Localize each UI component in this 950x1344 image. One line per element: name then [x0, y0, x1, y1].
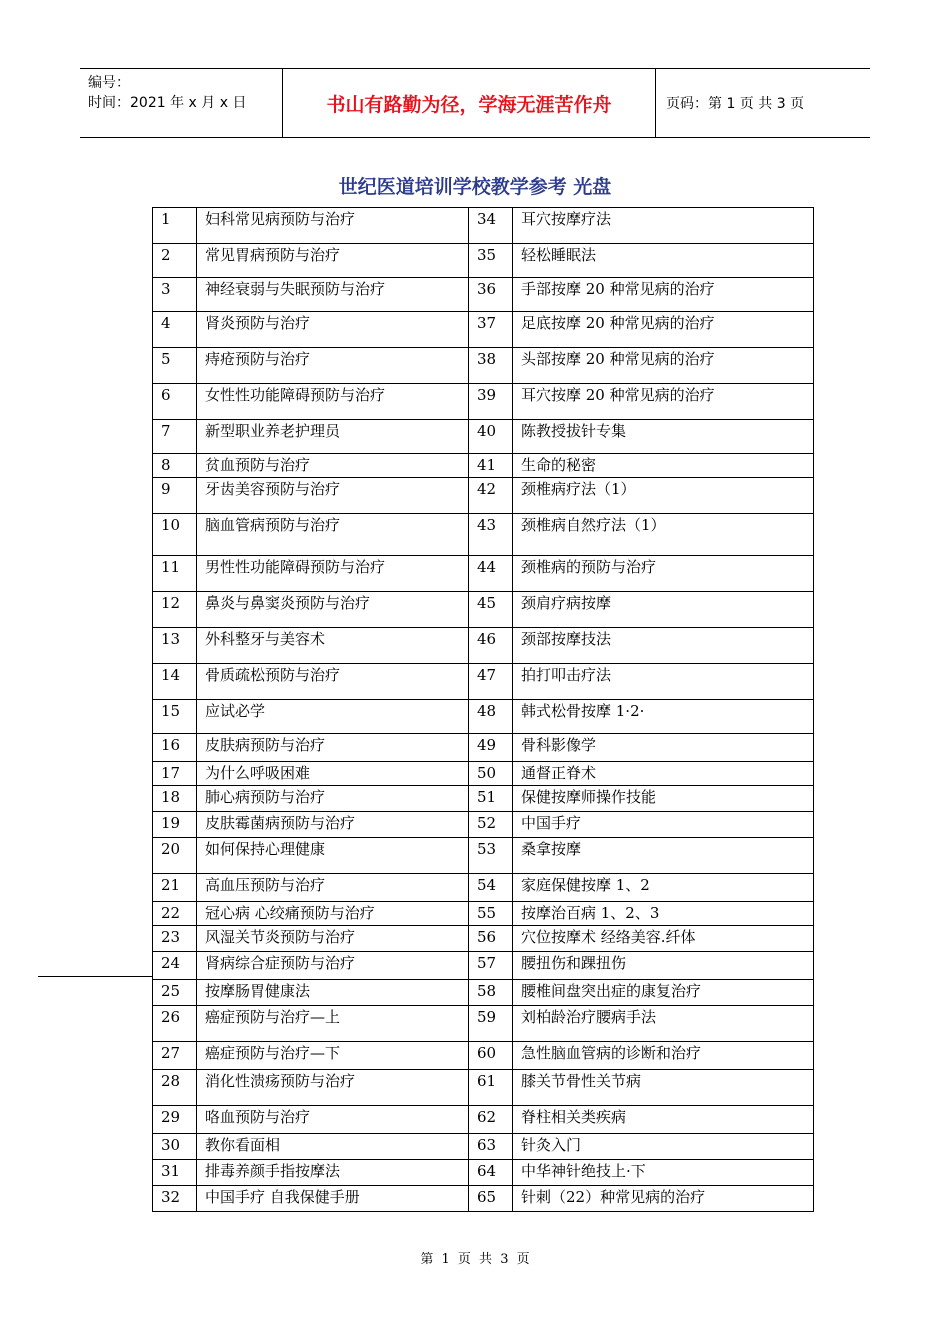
row-number-left: 21 [153, 874, 197, 902]
course-title-left: 癌症预防与治疗—上 [197, 1006, 469, 1042]
table-row [153, 208, 814, 244]
row-number-left: 12 [153, 592, 197, 628]
table-row [153, 244, 814, 278]
table-row [153, 874, 814, 902]
row-number-right: 48 [469, 700, 513, 734]
course-table [152, 207, 814, 1212]
table-row [153, 926, 814, 952]
row-number-right: 57 [469, 952, 513, 980]
table-row [153, 478, 814, 514]
table-row [153, 278, 814, 312]
course-title-right: 颈椎病疗法（1） [513, 478, 814, 514]
page-footer: 第 1 页 共 3 页 [420, 1252, 530, 1267]
course-title-left: 妇科常见病预防与治疗 [197, 208, 469, 244]
row-number-right: 52 [469, 812, 513, 838]
row-number-right: 50 [469, 762, 513, 786]
row-number-right: 34 [469, 208, 513, 244]
course-title-right: 脊柱相关类疾病 [513, 1106, 814, 1134]
course-title-right: 腰椎间盘突出症的康复治疗 [513, 980, 814, 1006]
course-title-left: 神经衰弱与失眠预防与治疗 [197, 278, 469, 312]
course-title-left: 咯血预防与治疗 [197, 1106, 469, 1134]
row-number-left: 13 [153, 628, 197, 664]
row-number-right: 42 [469, 478, 513, 514]
margin-divider [38, 976, 153, 977]
row-number-left: 17 [153, 762, 197, 786]
header-meta [80, 69, 282, 137]
row-number-left: 6 [153, 384, 197, 420]
row-number-right: 58 [469, 980, 513, 1006]
row-number-right: 40 [469, 420, 513, 454]
row-number-left: 26 [153, 1006, 197, 1042]
header-page-label: 页码：第 1 页 共 3 页 [666, 96, 805, 112]
table-row [153, 1186, 814, 1212]
course-title-left: 风湿关节炎预防与治疗 [197, 926, 469, 952]
table-row [153, 384, 814, 420]
row-number-left: 29 [153, 1106, 197, 1134]
table-row [153, 1134, 814, 1160]
course-title-right: 家庭保健按摩 1、2 [513, 874, 814, 902]
row-number-left: 20 [153, 838, 197, 874]
row-number-right: 43 [469, 514, 513, 556]
course-title-left: 为什么呼吸困难 [197, 762, 469, 786]
table-row [153, 1070, 814, 1106]
row-number-left: 1 [153, 208, 197, 244]
course-title-left: 中国手疗 自我保健手册 [197, 1186, 469, 1212]
course-title-left: 如何保持心理健康 [197, 838, 469, 874]
row-number-left: 3 [153, 278, 197, 312]
course-title-right: 保健按摩师操作技能 [513, 786, 814, 812]
course-title-right: 穴位按摩术 经络美容.纤体 [513, 926, 814, 952]
course-title-right: 中国手疗 [513, 812, 814, 838]
table-row [153, 1006, 814, 1042]
row-number-right: 60 [469, 1042, 513, 1070]
course-title-left: 脑血管病预防与治疗 [197, 514, 469, 556]
course-title-left: 女性性功能障碍预防与治疗 [197, 384, 469, 420]
row-number-left: 8 [153, 454, 197, 478]
row-number-left: 23 [153, 926, 197, 952]
row-number-right: 45 [469, 592, 513, 628]
time-label: 时间：2021 年 x 月 x 日 [88, 95, 247, 111]
course-title-left: 按摩肠胃健康法 [197, 980, 469, 1006]
course-title-right: 颈椎病的预防与治疗 [513, 556, 814, 592]
row-number-left: 2 [153, 244, 197, 278]
course-title-right: 颈肩疗病按摩 [513, 592, 814, 628]
course-title-left: 骨质疏松预防与治疗 [197, 664, 469, 700]
table-row [153, 312, 814, 348]
table-row [153, 1042, 814, 1070]
course-title-right: 骨科影像学 [513, 734, 814, 762]
course-title-left: 皮肤病预防与治疗 [197, 734, 469, 762]
row-number-left: 32 [153, 1186, 197, 1212]
table-row [153, 628, 814, 664]
table-row [153, 556, 814, 592]
table-row [153, 420, 814, 454]
course-title-left: 排毒养颜手指按摩法 [197, 1160, 469, 1186]
row-number-right: 39 [469, 384, 513, 420]
table-row [153, 838, 814, 874]
course-title-right: 耳穴按摩 20 种常见病的治疗 [513, 384, 814, 420]
row-number-right: 41 [469, 454, 513, 478]
course-title-right: 韩式松骨按摩 1·2· [513, 700, 814, 734]
course-title-right: 急性脑血管病的诊断和治疗 [513, 1042, 814, 1070]
row-number-left: 14 [153, 664, 197, 700]
course-title-right: 桑拿按摩 [513, 838, 814, 874]
page-title: 世纪医道培训学校教学参考 光盘 [338, 176, 612, 198]
course-title-left: 肾病综合症预防与治疗 [197, 952, 469, 980]
document-header [80, 68, 870, 138]
row-number-left: 18 [153, 786, 197, 812]
course-title-left: 痔疮预防与治疗 [197, 348, 469, 384]
row-number-right: 36 [469, 278, 513, 312]
row-number-right: 55 [469, 902, 513, 926]
row-number-left: 7 [153, 420, 197, 454]
row-number-right: 63 [469, 1134, 513, 1160]
course-title-right: 中华神针绝技上·下 [513, 1160, 814, 1186]
row-number-left: 24 [153, 952, 197, 980]
row-number-right: 61 [469, 1070, 513, 1106]
row-number-left: 28 [153, 1070, 197, 1106]
course-title-right: 腰扭伤和踝扭伤 [513, 952, 814, 980]
row-number-right: 51 [469, 786, 513, 812]
course-title-left: 教你看面相 [197, 1134, 469, 1160]
course-title-right: 膝关节骨性关节病 [513, 1070, 814, 1106]
course-title-right: 足底按摩 20 种常见病的治疗 [513, 312, 814, 348]
course-title-left: 冠心病 心绞痛预防与治疗 [197, 902, 469, 926]
table-row [153, 902, 814, 926]
course-title-right: 针刺（22）种常见病的治疗 [513, 1186, 814, 1212]
table-row [153, 812, 814, 838]
row-number-left: 25 [153, 980, 197, 1006]
row-number-left: 10 [153, 514, 197, 556]
row-number-left: 11 [153, 556, 197, 592]
course-title-right: 拍打叩击疗法 [513, 664, 814, 700]
row-number-right: 64 [469, 1160, 513, 1186]
course-title-right: 通督正脊术 [513, 762, 814, 786]
row-number-left: 15 [153, 700, 197, 734]
course-title-left: 牙齿美容预防与治疗 [197, 478, 469, 514]
table-row [153, 454, 814, 478]
course-title-right: 耳穴按摩疗法 [513, 208, 814, 244]
course-title-left: 新型职业养老护理员 [197, 420, 469, 454]
course-title-right: 颈部按摩技法 [513, 628, 814, 664]
course-title-right: 陈教授拔针专集 [513, 420, 814, 454]
row-number-right: 49 [469, 734, 513, 762]
course-title-left: 高血压预防与治疗 [197, 874, 469, 902]
course-title-left: 应试必学 [197, 700, 469, 734]
course-title-left: 皮肤霉菌病预防与治疗 [197, 812, 469, 838]
course-title-left: 常见胃病预防与治疗 [197, 244, 469, 278]
table-row [153, 952, 814, 980]
course-title-right: 按摩治百病 1、2、3 [513, 902, 814, 926]
course-title-left: 贫血预防与治疗 [197, 454, 469, 478]
row-number-right: 44 [469, 556, 513, 592]
course-title-left: 癌症预防与治疗—下 [197, 1042, 469, 1070]
row-number-right: 47 [469, 664, 513, 700]
row-number-left: 19 [153, 812, 197, 838]
row-number-right: 46 [469, 628, 513, 664]
course-title-left: 男性性功能障碍预防与治疗 [197, 556, 469, 592]
table-row [153, 592, 814, 628]
row-number-left: 9 [153, 478, 197, 514]
row-number-left: 22 [153, 902, 197, 926]
course-title-right: 轻松睡眠法 [513, 244, 814, 278]
course-title-left: 外科整牙与美容术 [197, 628, 469, 664]
number-label: 编号： [88, 75, 130, 91]
row-number-right: 56 [469, 926, 513, 952]
row-number-left: 5 [153, 348, 197, 384]
row-number-left: 16 [153, 734, 197, 762]
course-title-right: 生命的秘密 [513, 454, 814, 478]
table-row [153, 700, 814, 734]
row-number-right: 62 [469, 1106, 513, 1134]
table-row [153, 1160, 814, 1186]
course-title-left: 消化性溃疡预防与治疗 [197, 1070, 469, 1106]
row-number-left: 31 [153, 1160, 197, 1186]
row-number-left: 4 [153, 312, 197, 348]
row-number-right: 54 [469, 874, 513, 902]
table-row [153, 762, 814, 786]
course-title-right: 针灸入门 [513, 1134, 814, 1160]
header-motto: 书山有路勤为径，学海无涯苦作舟 [282, 69, 656, 137]
row-number-right: 37 [469, 312, 513, 348]
course-title-right: 颈椎病自然疗法（1） [513, 514, 814, 556]
row-number-left: 30 [153, 1134, 197, 1160]
course-title-right: 手部按摩 20 种常见病的治疗 [513, 278, 814, 312]
course-title-left: 肾炎预防与治疗 [197, 312, 469, 348]
row-number-right: 65 [469, 1186, 513, 1212]
row-number-right: 53 [469, 838, 513, 874]
course-title-left: 鼻炎与鼻窦炎预防与治疗 [197, 592, 469, 628]
table-row [153, 734, 814, 762]
course-title-left: 肺心病预防与治疗 [197, 786, 469, 812]
row-number-right: 38 [469, 348, 513, 384]
table-row [153, 664, 814, 700]
course-title-right: 刘柏龄治疗腰病手法 [513, 1006, 814, 1042]
table-row [153, 786, 814, 812]
course-title-right: 头部按摩 20 种常见病的治疗 [513, 348, 814, 384]
table-row [153, 348, 814, 384]
table-row [153, 980, 814, 1006]
row-number-right: 59 [469, 1006, 513, 1042]
table-row [153, 1106, 814, 1134]
row-number-right: 35 [469, 244, 513, 278]
row-number-left: 27 [153, 1042, 197, 1070]
table-row [153, 514, 814, 556]
